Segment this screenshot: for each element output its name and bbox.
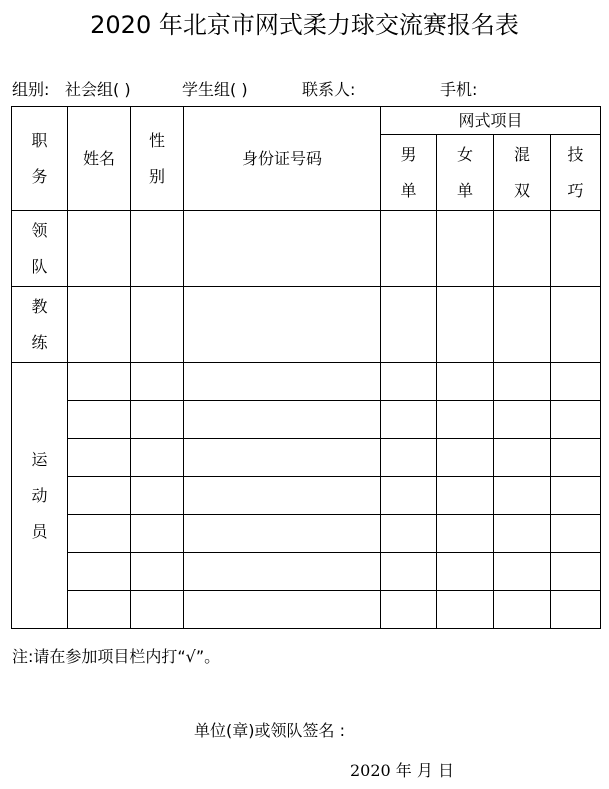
- social-group-option[interactable]: 社会组( ): [65, 80, 131, 99]
- cell-event-check[interactable]: [381, 363, 437, 401]
- cell-gender[interactable]: [131, 591, 184, 629]
- cell-event-check[interactable]: [437, 287, 494, 363]
- cell-event-check[interactable]: [437, 211, 494, 287]
- cell-event-check[interactable]: [381, 439, 437, 477]
- cell-event-check[interactable]: [381, 287, 437, 363]
- cell-event-check[interactable]: [551, 515, 601, 553]
- cell-id-number[interactable]: [184, 553, 381, 591]
- table-row: [12, 591, 601, 629]
- cell-name[interactable]: [68, 515, 131, 553]
- signature-label: 单位(章)或领队签名 :: [194, 721, 345, 740]
- header-event-mixed-doubles: 混双: [494, 135, 551, 211]
- cell-name[interactable]: [68, 439, 131, 477]
- cell-event-check[interactable]: [437, 591, 494, 629]
- header-gender: 性别: [131, 107, 184, 211]
- cell-gender[interactable]: [131, 553, 184, 591]
- cell-gender[interactable]: [131, 287, 184, 363]
- cell-event-check[interactable]: [494, 553, 551, 591]
- page-title: 2020 年北京市网式柔力球交流赛报名表: [90, 11, 519, 39]
- cell-event-check[interactable]: [494, 515, 551, 553]
- cell-name[interactable]: [68, 591, 131, 629]
- cell-event-check[interactable]: [381, 211, 437, 287]
- cell-event-check[interactable]: [494, 287, 551, 363]
- cell-id-number[interactable]: [184, 591, 381, 629]
- cell-event-check[interactable]: [437, 553, 494, 591]
- cell-event-check[interactable]: [494, 439, 551, 477]
- header-events-group: 网式项目: [381, 107, 601, 135]
- cell-event-check[interactable]: [437, 515, 494, 553]
- cell-name[interactable]: [68, 287, 131, 363]
- cell-event-check[interactable]: [551, 401, 601, 439]
- cell-name[interactable]: [68, 363, 131, 401]
- cell-id-number[interactable]: [184, 211, 381, 287]
- cell-event-check[interactable]: [551, 363, 601, 401]
- cell-event-check[interactable]: [551, 591, 601, 629]
- phone-label: 手机:: [440, 80, 478, 99]
- cell-event-check[interactable]: [551, 211, 601, 287]
- table-row: [12, 401, 601, 439]
- role-coach: 教练: [12, 287, 68, 363]
- cell-event-check[interactable]: [494, 477, 551, 515]
- cell-gender[interactable]: [131, 477, 184, 515]
- cell-event-check[interactable]: [381, 553, 437, 591]
- cell-event-check[interactable]: [494, 401, 551, 439]
- cell-event-check[interactable]: [551, 439, 601, 477]
- header-event-womens-singles: 女单: [437, 135, 494, 211]
- cell-gender[interactable]: [131, 363, 184, 401]
- table-row: [12, 439, 601, 477]
- table-row: [12, 211, 601, 287]
- date-line: 2020 年 月 日: [350, 761, 454, 780]
- cell-event-check[interactable]: [381, 515, 437, 553]
- cell-id-number[interactable]: [184, 287, 381, 363]
- cell-gender[interactable]: [131, 515, 184, 553]
- header-position: 职务: [12, 107, 68, 211]
- cell-event-check[interactable]: [381, 591, 437, 629]
- cell-name[interactable]: [68, 401, 131, 439]
- cell-gender[interactable]: [131, 439, 184, 477]
- role-athlete: 运动员: [12, 363, 68, 629]
- cell-event-check[interactable]: [381, 477, 437, 515]
- cell-id-number[interactable]: [184, 363, 381, 401]
- table-row: [12, 287, 601, 363]
- header-id-number: 身份证号码: [184, 107, 381, 211]
- cell-name[interactable]: [68, 477, 131, 515]
- cell-event-check[interactable]: [494, 591, 551, 629]
- cell-event-check[interactable]: [494, 211, 551, 287]
- cell-event-check[interactable]: [437, 439, 494, 477]
- cell-event-check[interactable]: [551, 477, 601, 515]
- cell-id-number[interactable]: [184, 439, 381, 477]
- role-leader: 领队: [12, 211, 68, 287]
- table-row: [12, 515, 601, 553]
- contact-label: 联系人:: [302, 80, 356, 99]
- table-row: [12, 477, 601, 515]
- cell-event-check[interactable]: [494, 363, 551, 401]
- cell-event-check[interactable]: [551, 287, 601, 363]
- header-event-skills: 技巧: [551, 135, 601, 211]
- cell-event-check[interactable]: [437, 363, 494, 401]
- header-name: 姓名: [68, 107, 131, 211]
- cell-id-number[interactable]: [184, 515, 381, 553]
- registration-table: [11, 106, 601, 629]
- student-group-option[interactable]: 学生组( ): [182, 80, 248, 99]
- cell-name[interactable]: [68, 211, 131, 287]
- table-row: [12, 363, 601, 401]
- cell-name[interactable]: [68, 553, 131, 591]
- group-label: 组别:: [12, 80, 50, 99]
- group-info-line: [12, 79, 602, 103]
- instruction-note: 注:请在参加项目栏内打“√”。: [12, 647, 221, 666]
- cell-id-number[interactable]: [184, 401, 381, 439]
- cell-event-check[interactable]: [437, 401, 494, 439]
- cell-gender[interactable]: [131, 211, 184, 287]
- cell-gender[interactable]: [131, 401, 184, 439]
- cell-event-check[interactable]: [551, 553, 601, 591]
- cell-id-number[interactable]: [184, 477, 381, 515]
- table-row: [12, 553, 601, 591]
- cell-event-check[interactable]: [437, 477, 494, 515]
- header-event-mens-singles: 男单: [381, 135, 437, 211]
- cell-event-check[interactable]: [381, 401, 437, 439]
